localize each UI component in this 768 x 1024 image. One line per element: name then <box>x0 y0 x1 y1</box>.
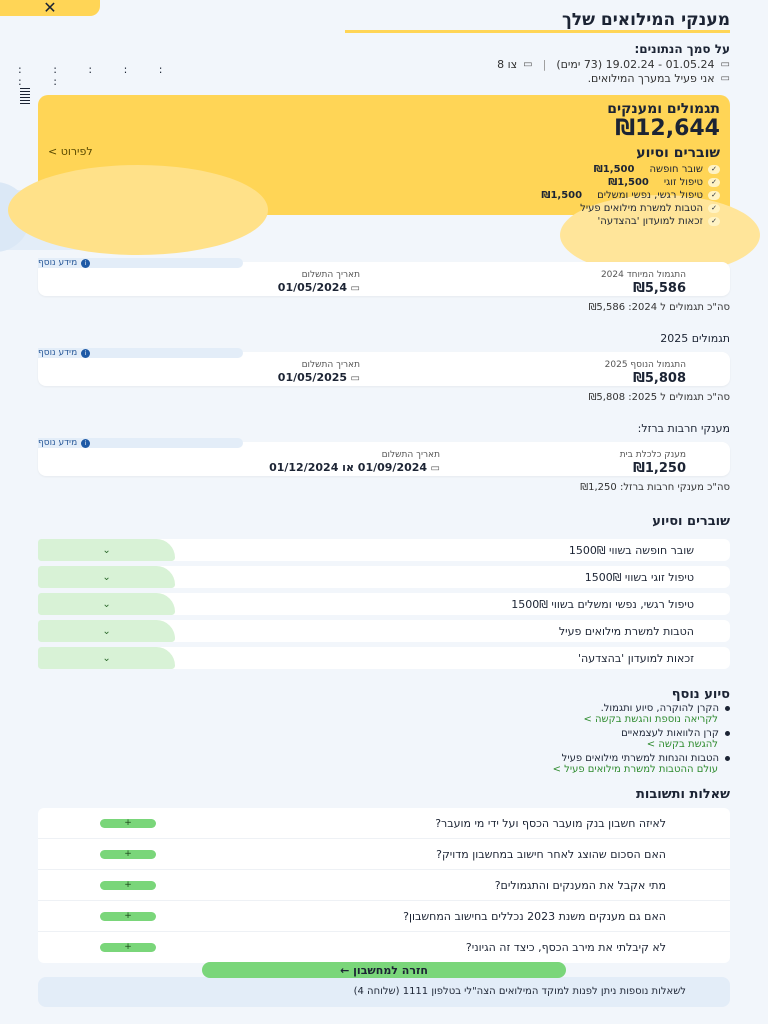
more-info-link[interactable] <box>38 258 243 268</box>
voucher-accordion-club[interactable] <box>38 647 730 669</box>
calendar-icon: ▭ <box>720 58 730 70</box>
grant-label: התגמול המיוחד 2024 <box>600 270 686 280</box>
payment-date-block <box>278 270 360 295</box>
close-button[interactable]: ✕ <box>0 0 100 16</box>
check-icon: ✓ <box>708 165 720 174</box>
plus-icon[interactable]: + <box>100 912 156 921</box>
plus-icon[interactable]: + <box>100 881 156 890</box>
grants-2024-total: סה"כ תגמולים ל 2024: ₪5,586 <box>588 302 730 313</box>
faq-list <box>38 808 730 963</box>
summary-item-label: זכאות למועדון 'בהצדעה' <box>597 216 703 227</box>
meta-dates-row <box>38 57 730 71</box>
extra-title: סיוע נוסף <box>671 687 730 702</box>
grants-2025-subtitle: תגמולים 2025 <box>660 332 730 345</box>
calendar-icon: ▭ <box>427 463 440 474</box>
faq-question: לא קיבלתי את מירב הכסף, כיצד זה הגיוני? <box>465 941 666 954</box>
extra-link-benefits[interactable]: עולם ההטבות למשרת מילואים פעיל > <box>552 764 718 775</box>
chevron-down-icon[interactable]: ⌄ <box>38 539 175 561</box>
voucher-label: הטבות למשרת מילואים פעיל <box>558 624 694 638</box>
extra-item <box>38 727 730 739</box>
plus-icon[interactable]: + <box>100 850 156 859</box>
chevron-down-icon[interactable]: ⌄ <box>38 620 175 642</box>
grant-block <box>605 360 686 386</box>
faq-question: מתי אקבל את המענקים והתגמולים? <box>494 878 666 892</box>
back-to-calculator-button[interactable]: חזרה למחשבון ← <box>202 962 566 978</box>
summary-item <box>48 202 720 215</box>
payment-date: 01/09/2024 או 01/12/2024 <box>269 461 428 474</box>
bullet <box>725 731 730 736</box>
more-info-label: מידע נוסף <box>38 258 78 268</box>
grant-block <box>620 450 686 476</box>
grant-card-iron-swords <box>38 438 730 476</box>
summary-list <box>48 163 720 228</box>
summary-sub-title: שוברים וסיוע <box>636 145 720 161</box>
check-icon: ✓ <box>708 217 720 226</box>
payment-date-label: תאריך התשלום <box>301 360 360 370</box>
dotted-decoration: : : : : : : : <box>18 63 177 88</box>
details-link[interactable]: לפירוט > <box>48 145 93 158</box>
grant-card-2024 <box>38 258 730 296</box>
iron-swords-total: סה"כ מענקי חרבות ברזל: ₪1,250 <box>580 482 730 493</box>
vouchers-title: שוברים וסיוע <box>652 514 730 529</box>
extra-link-fund[interactable]: לקריאה נוספת והגשת בקשה > <box>583 714 718 725</box>
voucher-accordion-emotional[interactable] <box>38 593 730 615</box>
faq-title: שאלות ותשובות <box>636 787 730 802</box>
voucher-label: טיפול זוגי בשווי 1500₪ <box>584 570 694 584</box>
chevron-down-icon[interactable]: ⌄ <box>38 647 175 669</box>
summary-item <box>48 163 720 176</box>
service-dates: 01.05.24 - 19.02.24 (73 ימים) <box>556 57 715 71</box>
chevron-down-icon[interactable]: ⌄ <box>38 593 175 615</box>
plus-icon[interactable]: + <box>100 819 156 828</box>
payment-date: 01/05/2025 <box>277 371 348 384</box>
info-icon: i <box>81 259 90 268</box>
summary-subheader <box>48 145 720 161</box>
title-underline <box>345 30 730 33</box>
payment-date-block <box>269 450 440 475</box>
voucher-accordion-couples[interactable] <box>38 566 730 588</box>
summary-amount: ₪12,644 <box>615 116 720 141</box>
check-icon: ✓ <box>708 178 720 187</box>
more-info-link[interactable] <box>38 438 243 448</box>
info-icon: i <box>81 439 90 448</box>
faq-item[interactable] <box>38 901 730 932</box>
extra-item-text: הטבות והנחות למשרתי מילואים פעיל <box>561 752 719 764</box>
voucher-label: טיפול רגשי, נפשי ומשלים בשווי 1500₪ <box>511 597 694 611</box>
summary-item-amount: ₪1,500 <box>593 164 635 175</box>
extra-item-text: הקרן להוקרה, סיוע ותגמול. <box>600 702 719 714</box>
payment-date: 01/05/2024 <box>277 281 348 294</box>
grants-2025-total: סה"כ תגמולים ל 2025: ₪5,808 <box>588 392 730 403</box>
summary-title: תגמולים ומענקים <box>607 101 720 117</box>
more-info-label: מידע נוסף <box>38 438 78 448</box>
contact-box <box>38 977 730 1007</box>
contact-text: לשאלות נוספות ניתן לפנות למוקד המילואים הצה"לי בטלפון 1111 (שלוחה 4) <box>353 986 686 997</box>
voucher-accordion-benefits[interactable] <box>38 620 730 642</box>
voucher-label: זכאות למועדון 'בהצדעה' <box>578 651 694 665</box>
id-card-icon: ▭ <box>523 58 533 70</box>
grant-amount: ₪5,808 <box>633 371 686 386</box>
summary-item <box>48 176 720 189</box>
grant-amount: ₪1,250 <box>633 461 686 476</box>
meta-status-row <box>38 71 730 85</box>
summary-card <box>38 95 730 227</box>
voucher-accordion-vacation[interactable] <box>38 539 730 561</box>
faq-question: לאיזה חשבון בנק מועבר הכסף ועל ידי מי מועבר? <box>435 816 666 830</box>
faq-question: האם גם מענקים משנת 2023 נכללים בחישוב המחשבון? <box>403 909 666 923</box>
calendar-icon: ▭ <box>347 283 360 294</box>
chevron-down-icon[interactable]: ⌄ <box>38 566 175 588</box>
faq-question: האם הסכום שהוצג לאחר חישוב במחשבון מדויק? <box>436 847 666 861</box>
grant-label: התגמול הנוסף 2025 <box>604 360 686 370</box>
grant-amount: ₪5,586 <box>633 281 686 296</box>
more-info-label: מידע נוסף <box>38 348 78 358</box>
summary-item-label: הטבות למשרת מילואים פעיל <box>580 203 703 214</box>
service-rank: צו 8 <box>497 57 518 71</box>
check-icon: ✓ <box>708 204 720 213</box>
grant-block <box>601 270 686 296</box>
person-icon: ▭ <box>720 72 730 84</box>
summary-item-label: טיפול זוגי <box>663 177 703 188</box>
extra-item <box>38 702 730 714</box>
extra-item-text: קרן הלוואות לעצמאיים <box>621 727 719 739</box>
faq-item[interactable] <box>38 870 730 901</box>
extra-link-loans[interactable]: להגשת בקשה > <box>646 739 718 750</box>
calendar-icon: ▭ <box>347 373 360 384</box>
iron-swords-subtitle: מענקי חרבות ברזל: <box>637 422 730 435</box>
voucher-label: שובר חופשה בשווי 1500₪ <box>568 543 694 557</box>
faq-item[interactable] <box>38 808 730 839</box>
plus-icon[interactable]: + <box>100 943 156 952</box>
extra-item <box>38 752 730 764</box>
payment-date-label: תאריך התשלום <box>301 270 360 280</box>
bullet <box>725 756 730 761</box>
info-icon: i <box>81 349 90 358</box>
payment-date-block <box>278 360 360 385</box>
grant-label: מענק כלכלת בית <box>619 450 686 460</box>
grant-card-2025 <box>38 348 730 386</box>
summary-item <box>48 189 720 202</box>
service-status: אני פעיל במערך המילואים. <box>587 71 715 85</box>
main-content <box>38 0 730 1007</box>
summary-item-label: שובר חופשה <box>649 164 703 175</box>
faq-item[interactable] <box>38 839 730 870</box>
page-title: מענקי המילואים שלך <box>561 10 730 30</box>
meta-label: על סמך הנתונים: <box>634 42 730 56</box>
check-icon: ✓ <box>708 191 720 200</box>
more-info-link[interactable] <box>38 348 243 358</box>
separator: | <box>542 57 547 71</box>
payment-date-label: תאריך התשלום <box>381 450 440 460</box>
faq-item[interactable] <box>38 932 730 963</box>
summary-item-amount: ₪1,500 <box>608 177 649 188</box>
summary-item-label: טיפול רגשי, נפשי ומשלים <box>597 190 703 201</box>
bullet <box>725 706 730 711</box>
summary-item <box>48 215 720 228</box>
striped-decoration <box>20 88 30 106</box>
summary-item-amount: ₪1,500 <box>541 190 583 201</box>
